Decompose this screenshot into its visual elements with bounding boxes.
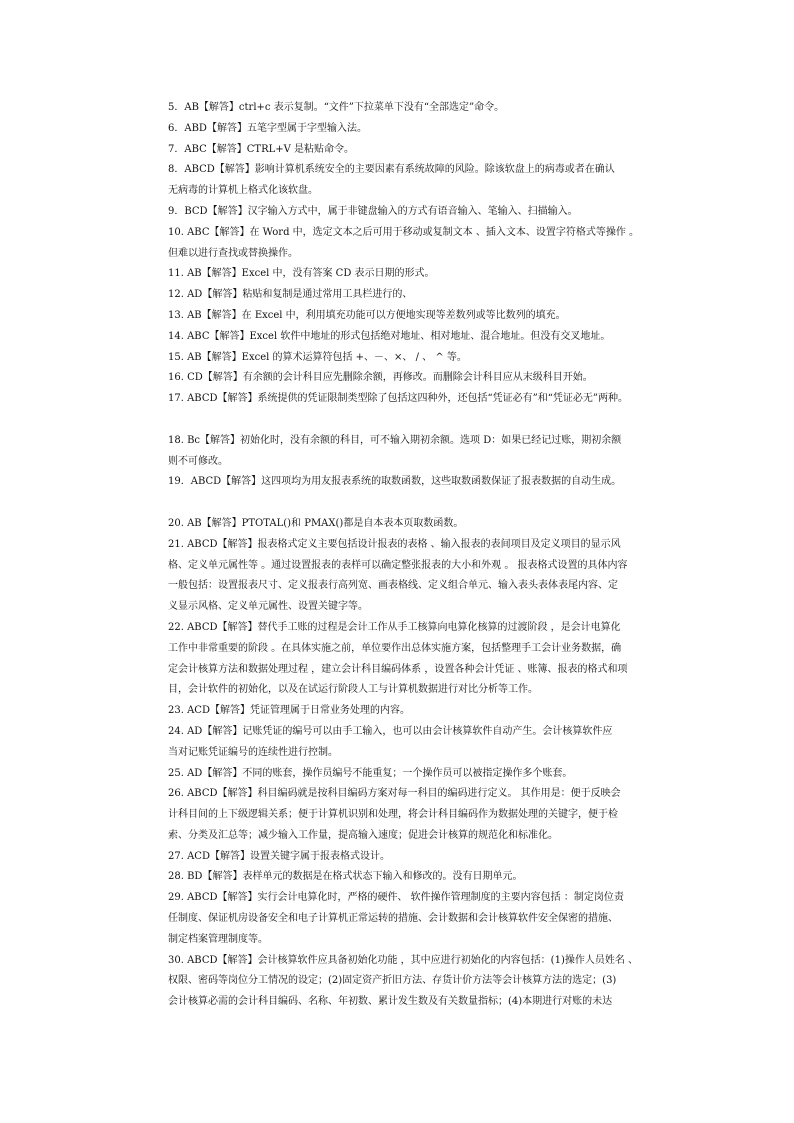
text-line: 当对记账凭证编号的连续性进行控制。 [168, 746, 338, 758]
text-line: 29. ABCD【解答】实行会计电算化时，严格的硬件、 软件操作管理制度的主要内容包括 ：制定岗位责 [168, 892, 624, 904]
text-line: 27. ACD【解答】设置关键字属于报表格式设计。 [168, 850, 390, 862]
text-line: 15. AB【解答】Excel 的算术运算符包括 +、－、×、 / 、 ^ 等。 [168, 351, 467, 363]
text-line: 22. ABCD【解答】替代手工账的过程是会计工作从手工核算向电算化核算的过渡阶段 ，是会计电算化 [168, 621, 621, 633]
text-line: 17. ABCD【解答】系统提供的凭证限制类型除了包括这四种外，还包括“凭证必有”和“凭证必无”两种。 [168, 393, 628, 405]
text-line: 计科目间的上下级逻辑关系；便于计算机识别和处理，将会计科目编码作为数据处理的关键字，便于检 [168, 809, 618, 821]
text-line: 一般包括：设置报表尺寸、定义报表行高列宽、画表格线、定义组合单元、输入表头表体表尾内容、定 [168, 580, 618, 592]
text-line: 13. AB【解答】在 Excel 中，利用填充功能可以方便地实现等差数列或等比数列的填充。 [168, 309, 566, 321]
text-line: 5．AB【解答】ctrl+c 表示复制。“文件”下拉菜单下没有“全部选定”命令。 [168, 102, 505, 113]
text-line: 会计核算必需的会计科目编码、名称、年初数、累计发生数及有关数量指标；(4)本期进行对账的未达 [168, 996, 613, 1008]
text-line: 19．ABCD【解答】这四项均为用友报表系统的取数函数，这些取数函数保证了报表数据的自动生成。 [168, 476, 622, 488]
text-line: 目，会计软件的初始化，以及在试运行阶段人工与计算机数据进行对比分析等工作。 [168, 684, 538, 696]
text-line: 21. ABCD【解答】报表格式定义主要包括设计报表的表格 、输入报表的表间项目及定义项目的显示风 [168, 538, 621, 550]
text-line: 11. AB【解答】Excel 中，没有答案 CD 表示日期的形式。 [168, 268, 435, 280]
text-line: 6．ABD【解答】五笔字型属于字型输入法。 [168, 122, 367, 134]
text-line: 格、定义单元属性等 。通过设置报表的表样可以确定整张报表的大小和外观 。 报表格式设置的具体内容 [168, 559, 628, 571]
text-line: 9．BCD【解答】汉字输入方式中，属于非键盘输入的方式有语音输入、笔输入、扫描输入。 [168, 205, 578, 217]
blank-line [168, 493, 688, 514]
answer-explanations [168, 98, 688, 1013]
text-line: 16. CD【解答】有余额的会计科目应先删除余额，再修改。而删除会计科目应从末级科目开始。 [168, 372, 593, 384]
text-line: 7．ABC【解答】CTRL+V 是粘贴命令。 [168, 143, 355, 155]
blank-line [168, 410, 688, 431]
text-line: 制定档案管理制度等。 [168, 933, 268, 945]
text-line: 25. AD【解答】不同的账套，操作员编号不能重复；一个操作员可以被指定操作多个账套。 [168, 767, 573, 779]
text-line: 12. AD【解答】粘贴和复制是通过常用工具栏进行的、 [168, 289, 413, 301]
text-line: 义显示风格、定义单元属性、设置关键字等。 [168, 601, 368, 613]
text-line: 定会计核算方法和数据处理过程 ，建立会计科目编码体系 ，设置各种会计凭证 、账簿、报表的格式和项 [168, 663, 628, 675]
text-line: 30. ABCD【解答】会计核算软件应具备初始化功能 ，其中应进行初始化的内容包括：(1)操作人员姓名 、 [168, 954, 639, 966]
text-line: 索、分类及汇总等；减少输入工作量，提高输入速度；促进会计核算的规范化和标准化。 [168, 829, 558, 841]
text-line: 24. AD【解答】记账凭证的编号可以由手工输入，也可以由会计核算软件自动产生。会计核算软件应 [168, 725, 613, 737]
text-line: 10. ABC【解答】在 Word 中，选定文本之后可用于移动或复制文本 、插入文本、设置字符格式等操作 。 [168, 226, 640, 238]
text-line: 则不可修改。 [168, 455, 228, 467]
text-line: 28. BD【解答】表样单元的数据是在格式状态下输入和修改的。没有日期单元。 [168, 871, 523, 883]
text-line: 但难以进行查找或替换操作。 [168, 247, 298, 259]
text-line: 20. AB【解答】PTOTAL()和 PMAX()都是自本表本页取数函数。 [168, 517, 464, 529]
text-line: 权限、密码等岗位分工情况的设定；(2)固定资产折旧方法、存货计价方法等会计核算方法的选定；(3) [168, 975, 617, 987]
text-line: 26. ABCD【解答】科目编码就是按科目编码方案对每一科目的编码进行定义。 其作用是：便于反映会 [168, 788, 621, 800]
text-line: 23. ACD【解答】凭证管理属于日常业务处理的内容。 [168, 705, 410, 717]
text-line: 工作中非常重要的阶段 。在具体实施之前，单位要作出总体实施方案，包括整理手工会计业务数据，确 [168, 642, 622, 654]
text-line: 14. ABC【解答】Excel 软件中地址的形式包括绝对地址、相对地址、混合地址。但没有交叉地址。 [168, 330, 611, 342]
text-line: 任制度、保证机房设备安全和电子计算机正常运转的措施、会计数据和会计核算软件安全保密的措施、 [168, 913, 618, 925]
text-line: 8．ABCD【解答】影响计算机系统安全的主要因素有系统故障的风险。除该软盘上的病毒或者在确认 [168, 164, 615, 176]
text-line: 无病毒的计算机上格式化该软盘。 [168, 185, 318, 197]
text-line: 18. Bc【解答】初始化时，没有余额的科目，可不输入期初余额。选项 D：如果已经记过账，期初余额 [168, 434, 622, 446]
